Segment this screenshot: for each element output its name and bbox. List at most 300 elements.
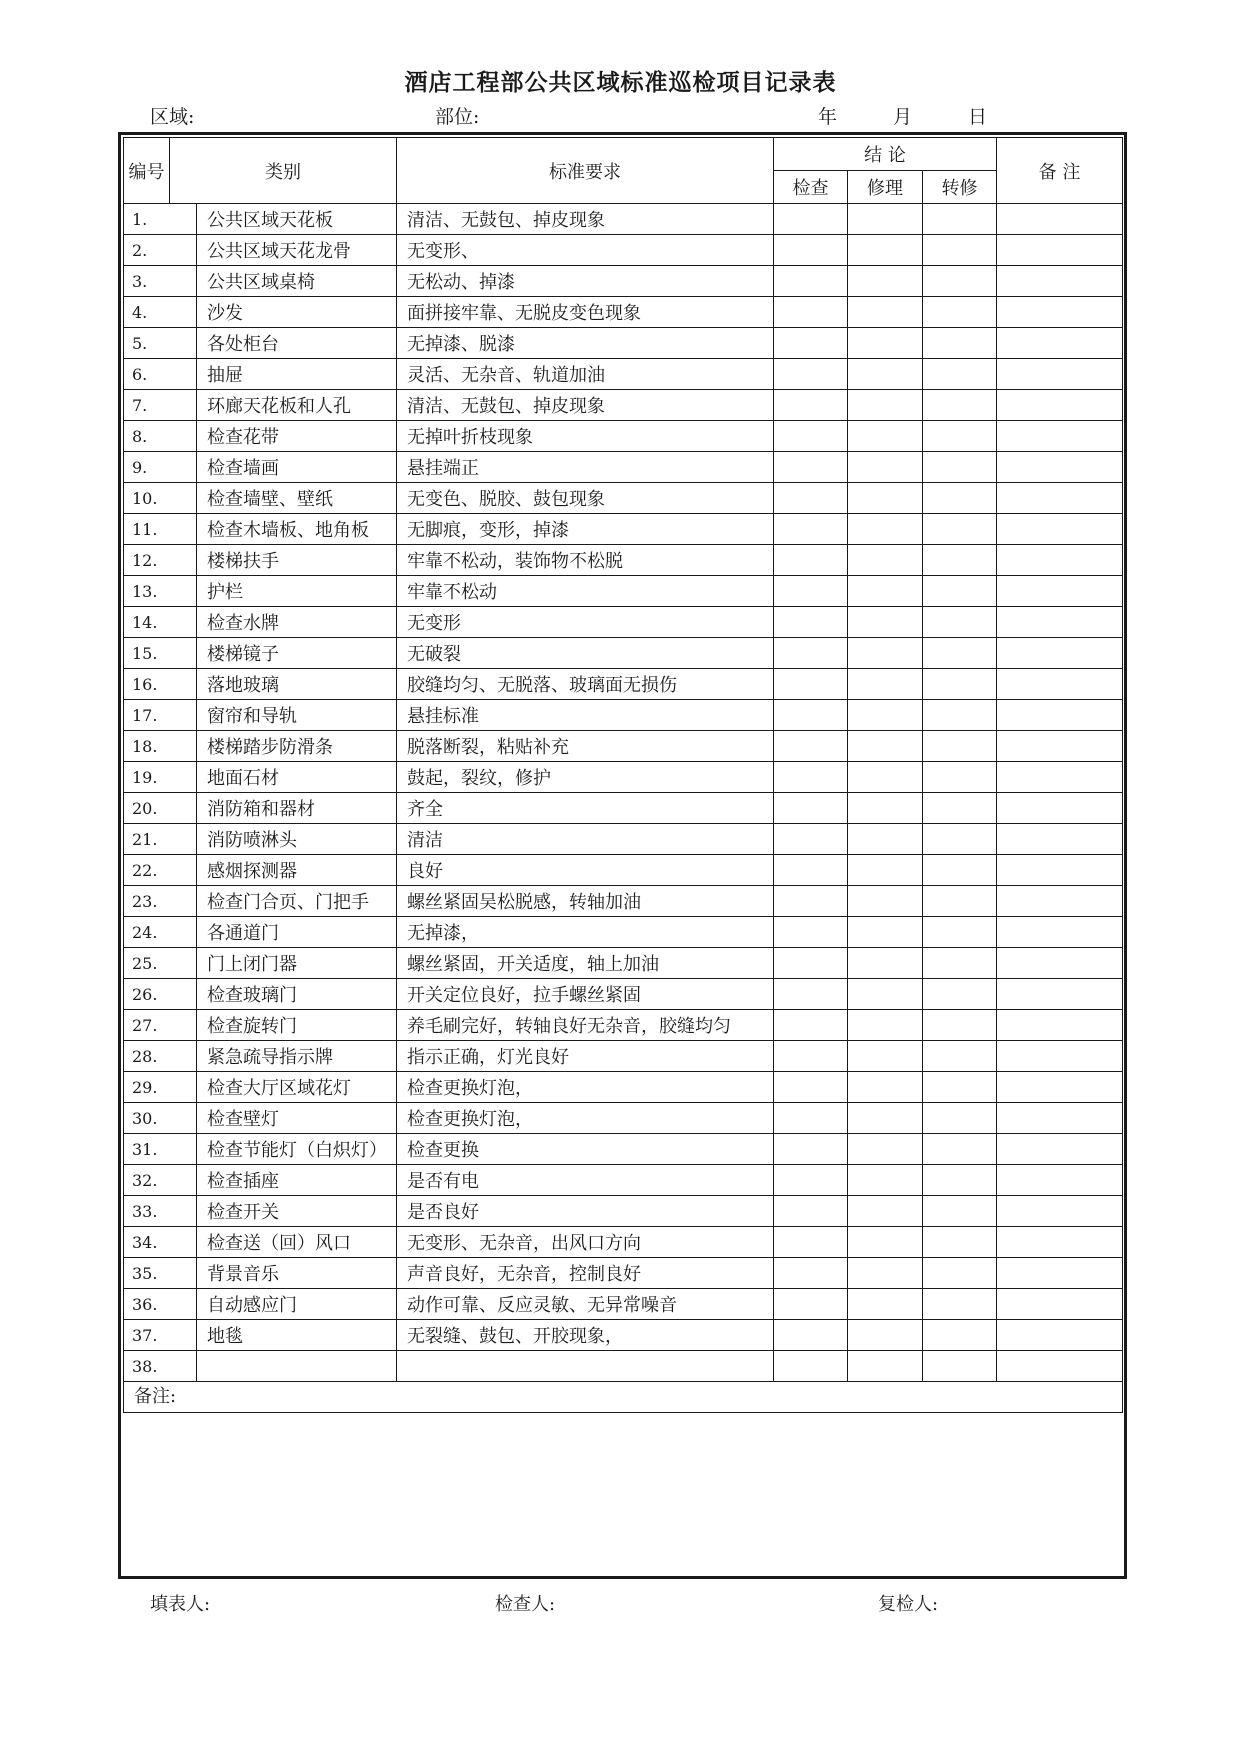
table-row: [124, 762, 1123, 793]
row-repair-cell[interactable]: [848, 328, 923, 359]
row-transfer-cell[interactable]: [923, 948, 997, 979]
filler-label: 填表人:: [150, 1594, 211, 1615]
row-category: 各处柜台: [197, 328, 397, 359]
row-transfer-cell[interactable]: [923, 204, 997, 235]
row-transfer-cell[interactable]: [923, 886, 997, 917]
row-category: 楼梯扶手: [197, 545, 397, 576]
row-number: 13.: [124, 576, 197, 607]
row-check-cell[interactable]: [774, 452, 848, 483]
row-notes-cell[interactable]: [997, 669, 1123, 700]
row-notes-cell[interactable]: [997, 855, 1123, 886]
reviewer-label: 复检人:: [878, 1594, 939, 1615]
row-check-cell[interactable]: [774, 545, 848, 576]
row-transfer-cell[interactable]: [923, 421, 997, 452]
row-transfer-cell[interactable]: [923, 1010, 997, 1041]
row-check-cell[interactable]: [774, 1103, 848, 1134]
row-number: 9.: [124, 452, 197, 483]
row-notes-cell[interactable]: [997, 1010, 1123, 1041]
row-standard: 无破裂: [397, 638, 774, 669]
row-notes-cell[interactable]: [997, 700, 1123, 731]
table-row: [124, 328, 1123, 359]
table-row: [124, 917, 1123, 948]
table-row: [124, 1227, 1123, 1258]
row-transfer-cell[interactable]: [923, 700, 997, 731]
row-notes-cell[interactable]: [997, 948, 1123, 979]
row-notes-cell[interactable]: [997, 731, 1123, 762]
row-transfer-cell[interactable]: [923, 483, 997, 514]
row-check-cell[interactable]: [774, 328, 848, 359]
row-repair-cell[interactable]: [848, 1258, 923, 1289]
row-repair-cell[interactable]: [848, 1289, 923, 1320]
table-row: [124, 1134, 1123, 1165]
row-notes-cell[interactable]: [997, 917, 1123, 948]
row-notes-cell[interactable]: [997, 514, 1123, 545]
inspector-label: 检查人:: [495, 1594, 556, 1615]
row-check-cell[interactable]: [774, 421, 848, 452]
row-repair-cell[interactable]: [848, 235, 923, 266]
table-row: [124, 1041, 1123, 1072]
row-number: 1.: [124, 204, 197, 235]
row-transfer-cell[interactable]: [923, 297, 997, 328]
row-transfer-cell[interactable]: [923, 607, 997, 638]
table-row: [124, 607, 1123, 638]
row-category: 消防箱和器材: [197, 793, 397, 824]
table-row: [124, 1320, 1123, 1351]
row-check-cell[interactable]: [774, 1072, 848, 1103]
row-transfer-cell[interactable]: [923, 1227, 997, 1258]
row-check-cell[interactable]: [774, 669, 848, 700]
row-notes-cell[interactable]: [997, 1320, 1123, 1351]
row-transfer-cell[interactable]: [923, 1165, 997, 1196]
row-notes-cell[interactable]: [997, 1289, 1123, 1320]
row-repair-cell[interactable]: [848, 638, 923, 669]
row-standard: 是否有电: [397, 1165, 774, 1196]
row-standard: 螺丝紧固吴松脱感，转轴加油: [397, 886, 774, 917]
row-repair-cell[interactable]: [848, 1165, 923, 1196]
row-standard: 检查更换灯泡，: [397, 1072, 774, 1103]
row-notes-cell[interactable]: [997, 576, 1123, 607]
row-notes-cell[interactable]: [997, 1072, 1123, 1103]
row-check-cell[interactable]: [774, 204, 848, 235]
row-number: 7.: [124, 390, 197, 421]
row-check-cell[interactable]: [774, 390, 848, 421]
header-row: [124, 138, 1123, 171]
row-category: 检查墙壁、壁纸: [197, 483, 397, 514]
row-number: 35.: [124, 1258, 197, 1289]
row-check-cell[interactable]: [774, 297, 848, 328]
row-repair-cell[interactable]: [848, 204, 923, 235]
row-transfer-cell[interactable]: [923, 1072, 997, 1103]
table-row: [124, 1010, 1123, 1041]
row-number: 11.: [124, 514, 197, 545]
row-check-cell[interactable]: [774, 917, 848, 948]
table-row: [124, 1072, 1123, 1103]
row-check-cell[interactable]: [774, 793, 848, 824]
row-standard: 无松动、掉漆: [397, 266, 774, 297]
row-check-cell[interactable]: [774, 607, 848, 638]
row-check-cell[interactable]: [774, 1320, 848, 1351]
row-check-cell[interactable]: [774, 886, 848, 917]
row-number: 16.: [124, 669, 197, 700]
row-category: [197, 1351, 397, 1382]
row-repair-cell[interactable]: [848, 731, 923, 762]
row-category: 检查玻璃门: [197, 979, 397, 1010]
table-row: [124, 979, 1123, 1010]
row-repair-cell[interactable]: [848, 824, 923, 855]
row-transfer-cell[interactable]: [923, 731, 997, 762]
row-category: 公共区域天花板: [197, 204, 397, 235]
row-transfer-cell[interactable]: [923, 452, 997, 483]
row-number: 6.: [124, 359, 197, 390]
row-number: 38.: [124, 1351, 197, 1382]
table-row: [124, 793, 1123, 824]
row-check-cell[interactable]: [774, 855, 848, 886]
row-notes-cell[interactable]: [997, 359, 1123, 390]
row-notes-cell[interactable]: [997, 1227, 1123, 1258]
row-check-cell[interactable]: [774, 483, 848, 514]
row-category: 地面石材: [197, 762, 397, 793]
table-row: [124, 886, 1123, 917]
row-repair-cell[interactable]: [848, 297, 923, 328]
row-category: 紧急疏导指示牌: [197, 1041, 397, 1072]
row-standard: 清洁、无鼓包、掉皮现象: [397, 204, 774, 235]
row-standard: 胶缝均匀、无脱落、玻璃面无损伤: [397, 669, 774, 700]
row-transfer-cell[interactable]: [923, 359, 997, 390]
row-notes-cell[interactable]: [997, 1134, 1123, 1165]
row-category: 检查插座: [197, 1165, 397, 1196]
remarks-label: 备注:: [134, 1386, 177, 1407]
row-repair-cell[interactable]: [848, 979, 923, 1010]
row-standard: 指示正确，灯光良好: [397, 1041, 774, 1072]
row-standard: 无脚痕，变形，掉漆: [397, 514, 774, 545]
row-number: 8.: [124, 421, 197, 452]
row-category: 落地玻璃: [197, 669, 397, 700]
row-standard: 清洁: [397, 824, 774, 855]
row-category: 抽屉: [197, 359, 397, 390]
row-transfer-cell[interactable]: [923, 1103, 997, 1134]
row-notes-cell[interactable]: [997, 793, 1123, 824]
table-body: [124, 138, 1123, 1382]
row-category: 自动感应门: [197, 1289, 397, 1320]
row-repair-cell[interactable]: [848, 1072, 923, 1103]
row-notes-cell[interactable]: [997, 979, 1123, 1010]
row-notes-cell[interactable]: [997, 545, 1123, 576]
row-repair-cell[interactable]: [848, 1227, 923, 1258]
row-standard: 无变形: [397, 607, 774, 638]
row-category: 楼梯踏步防滑条: [197, 731, 397, 762]
row-category: 护栏: [197, 576, 397, 607]
row-notes-cell[interactable]: [997, 452, 1123, 483]
row-category: 各通道门: [197, 917, 397, 948]
row-number: 25.: [124, 948, 197, 979]
row-check-cell[interactable]: [774, 1010, 848, 1041]
row-check-cell[interactable]: [774, 266, 848, 297]
row-notes-cell[interactable]: [997, 1165, 1123, 1196]
table-row: [124, 731, 1123, 762]
row-check-cell[interactable]: [774, 359, 848, 390]
row-check-cell[interactable]: [774, 1165, 848, 1196]
row-notes-cell[interactable]: [997, 390, 1123, 421]
row-transfer-cell[interactable]: [923, 979, 997, 1010]
row-transfer-cell[interactable]: [923, 576, 997, 607]
row-transfer-cell[interactable]: [923, 266, 997, 297]
table-row: [124, 421, 1123, 452]
row-standard: 脱落断裂，粘贴补充: [397, 731, 774, 762]
row-transfer-cell[interactable]: [923, 855, 997, 886]
row-transfer-cell[interactable]: [923, 762, 997, 793]
row-notes-cell[interactable]: [997, 204, 1123, 235]
row-notes-cell[interactable]: [997, 762, 1123, 793]
row-standard: 无裂缝、鼓包、开胶现象，: [397, 1320, 774, 1351]
row-check-cell[interactable]: [774, 1134, 848, 1165]
header-repair: 修理: [848, 171, 923, 204]
header-standard: 标准要求: [397, 138, 774, 204]
table-row: [124, 669, 1123, 700]
row-number: 33.: [124, 1196, 197, 1227]
row-notes-cell[interactable]: [997, 886, 1123, 917]
row-standard: 清洁、无鼓包、掉皮现象: [397, 390, 774, 421]
row-transfer-cell[interactable]: [923, 1351, 997, 1382]
row-check-cell[interactable]: [774, 1196, 848, 1227]
row-standard: 养毛刷完好，转轴良好无杂音，胶缝均匀: [397, 1010, 774, 1041]
row-check-cell[interactable]: [774, 638, 848, 669]
row-category: 检查送（回）风口: [197, 1227, 397, 1258]
row-notes-cell[interactable]: [997, 1351, 1123, 1382]
row-number: 5.: [124, 328, 197, 359]
row-repair-cell[interactable]: [848, 669, 923, 700]
row-check-cell[interactable]: [774, 1351, 848, 1382]
inspection-sheet: [118, 132, 1127, 1579]
row-repair-cell[interactable]: [848, 1196, 923, 1227]
row-check-cell[interactable]: [774, 824, 848, 855]
row-category: 感烟探测器: [197, 855, 397, 886]
row-number: 26.: [124, 979, 197, 1010]
row-check-cell[interactable]: [774, 235, 848, 266]
table-row: [124, 948, 1123, 979]
row-notes-cell[interactable]: [997, 266, 1123, 297]
month-label: 月: [893, 106, 913, 128]
row-repair-cell[interactable]: [848, 917, 923, 948]
row-standard: 开关定位良好，拉手螺丝紧固: [397, 979, 774, 1010]
row-category: 背景音乐: [197, 1258, 397, 1289]
row-repair-cell[interactable]: [848, 1351, 923, 1382]
row-repair-cell[interactable]: [848, 607, 923, 638]
row-category: 门上闭门器: [197, 948, 397, 979]
row-standard: 面拼接牢靠、无脱皮变色现象: [397, 297, 774, 328]
row-standard: 良好: [397, 855, 774, 886]
row-notes-cell[interactable]: [997, 297, 1123, 328]
area-label: 区域:: [150, 106, 195, 128]
remarks-section: [124, 1382, 1123, 1413]
row-repair-cell[interactable]: [848, 545, 923, 576]
row-category: 楼梯镜子: [197, 638, 397, 669]
row-notes-cell[interactable]: [997, 235, 1123, 266]
row-standard: 检查更换灯泡，: [397, 1103, 774, 1134]
row-check-cell[interactable]: [774, 1258, 848, 1289]
row-notes-cell[interactable]: [997, 328, 1123, 359]
row-check-cell[interactable]: [774, 1041, 848, 1072]
row-standard: 齐全: [397, 793, 774, 824]
row-repair-cell[interactable]: [848, 1103, 923, 1134]
row-category: 检查开关: [197, 1196, 397, 1227]
row-notes-cell[interactable]: [997, 638, 1123, 669]
table-row: [124, 452, 1123, 483]
row-transfer-cell[interactable]: [923, 390, 997, 421]
row-repair-cell[interactable]: [848, 886, 923, 917]
row-repair-cell[interactable]: [848, 1041, 923, 1072]
row-number: 27.: [124, 1010, 197, 1041]
row-check-cell[interactable]: [774, 979, 848, 1010]
row-number: 23.: [124, 886, 197, 917]
row-repair-cell[interactable]: [848, 700, 923, 731]
header-notes: 备 注: [997, 138, 1123, 204]
table-row: [124, 1351, 1123, 1382]
inspection-table: [123, 137, 1123, 1413]
row-notes-cell[interactable]: [997, 1258, 1123, 1289]
row-transfer-cell[interactable]: [923, 638, 997, 669]
row-category: 检查墙画: [197, 452, 397, 483]
document-title: 酒店工程部公共区域标准巡检项目记录表: [404, 69, 837, 96]
row-repair-cell[interactable]: [848, 390, 923, 421]
row-number: 21.: [124, 824, 197, 855]
row-number: 15.: [124, 638, 197, 669]
table-row: [124, 638, 1123, 669]
row-check-cell[interactable]: [774, 1227, 848, 1258]
row-notes-cell[interactable]: [997, 1196, 1123, 1227]
row-number: 19.: [124, 762, 197, 793]
row-repair-cell[interactable]: [848, 1134, 923, 1165]
row-category: 地毯: [197, 1320, 397, 1351]
row-transfer-cell[interactable]: [923, 545, 997, 576]
row-number: 14.: [124, 607, 197, 638]
row-standard: 无变形、无杂音，出风口方向: [397, 1227, 774, 1258]
row-transfer-cell[interactable]: [923, 1289, 997, 1320]
row-category: 检查壁灯: [197, 1103, 397, 1134]
row-number: 2.: [124, 235, 197, 266]
table-row: [124, 297, 1123, 328]
row-number: 29.: [124, 1072, 197, 1103]
row-notes-cell[interactable]: [997, 1041, 1123, 1072]
row-check-cell[interactable]: [774, 948, 848, 979]
header-check: 检查: [774, 171, 848, 204]
row-repair-cell[interactable]: [848, 948, 923, 979]
row-repair-cell[interactable]: [848, 483, 923, 514]
row-number: 28.: [124, 1041, 197, 1072]
row-repair-cell[interactable]: [848, 1010, 923, 1041]
header-number: 编号: [124, 138, 170, 204]
row-number: 37.: [124, 1320, 197, 1351]
remarks-cell[interactable]: [124, 1382, 1123, 1413]
row-repair-cell[interactable]: [848, 266, 923, 297]
row-repair-cell[interactable]: [848, 793, 923, 824]
row-number: 3.: [124, 266, 197, 297]
row-number: 32.: [124, 1165, 197, 1196]
row-transfer-cell[interactable]: [923, 824, 997, 855]
table-row: [124, 235, 1123, 266]
row-standard: 无掉漆、脱漆: [397, 328, 774, 359]
day-label: 日: [968, 106, 988, 128]
row-check-cell[interactable]: [774, 576, 848, 607]
header-conclusion: 结 论: [774, 138, 997, 171]
row-transfer-cell[interactable]: [923, 669, 997, 700]
row-category: 环廊天花板和人孔: [197, 390, 397, 421]
row-notes-cell[interactable]: [997, 421, 1123, 452]
row-standard: 牢靠不松动，装饰物不松脱: [397, 545, 774, 576]
row-category: 检查旋转门: [197, 1010, 397, 1041]
row-repair-cell[interactable]: [848, 855, 923, 886]
table-row: [124, 1258, 1123, 1289]
table-row: [124, 545, 1123, 576]
row-standard: 无变色、脱胶、鼓包现象: [397, 483, 774, 514]
row-transfer-cell[interactable]: [923, 1320, 997, 1351]
row-transfer-cell[interactable]: [923, 328, 997, 359]
row-category: 公共区域桌椅: [197, 266, 397, 297]
row-standard: [397, 1351, 774, 1382]
row-transfer-cell[interactable]: [923, 1041, 997, 1072]
table-row: [124, 266, 1123, 297]
table-row: [124, 359, 1123, 390]
row-repair-cell[interactable]: [848, 359, 923, 390]
row-transfer-cell[interactable]: [923, 1134, 997, 1165]
row-category: 检查大厅区域花灯: [197, 1072, 397, 1103]
row-number: 24.: [124, 917, 197, 948]
row-check-cell[interactable]: [774, 731, 848, 762]
row-number: 17.: [124, 700, 197, 731]
row-repair-cell[interactable]: [848, 452, 923, 483]
table-row: [124, 700, 1123, 731]
row-transfer-cell[interactable]: [923, 1258, 997, 1289]
row-notes-cell[interactable]: [997, 607, 1123, 638]
row-category: 消防喷淋头: [197, 824, 397, 855]
row-repair-cell[interactable]: [848, 514, 923, 545]
row-transfer-cell[interactable]: [923, 917, 997, 948]
row-category: 检查门合页、门把手: [197, 886, 397, 917]
row-standard: 灵活、无杂音、轨道加油: [397, 359, 774, 390]
row-number: 34.: [124, 1227, 197, 1258]
row-number: 10.: [124, 483, 197, 514]
row-repair-cell[interactable]: [848, 576, 923, 607]
row-transfer-cell[interactable]: [923, 793, 997, 824]
row-check-cell[interactable]: [774, 700, 848, 731]
table-row: [124, 576, 1123, 607]
row-notes-cell[interactable]: [997, 824, 1123, 855]
position-label: 部位:: [435, 106, 480, 128]
row-standard: 悬挂标准: [397, 700, 774, 731]
table-row: [124, 1196, 1123, 1227]
row-notes-cell[interactable]: [997, 483, 1123, 514]
row-check-cell[interactable]: [774, 514, 848, 545]
row-notes-cell[interactable]: [997, 1103, 1123, 1134]
row-transfer-cell[interactable]: [923, 235, 997, 266]
row-repair-cell[interactable]: [848, 762, 923, 793]
row-number: 36.: [124, 1289, 197, 1320]
row-check-cell[interactable]: [774, 1289, 848, 1320]
row-standard: 无掉叶折枝现象: [397, 421, 774, 452]
row-repair-cell[interactable]: [848, 421, 923, 452]
row-number: 12.: [124, 545, 197, 576]
row-transfer-cell[interactable]: [923, 514, 997, 545]
table-row: [124, 1165, 1123, 1196]
row-transfer-cell[interactable]: [923, 1196, 997, 1227]
row-standard: 无掉漆，: [397, 917, 774, 948]
row-number: 31.: [124, 1134, 197, 1165]
row-repair-cell[interactable]: [848, 1320, 923, 1351]
table-row: [124, 514, 1123, 545]
row-standard: 检查更换: [397, 1134, 774, 1165]
table-row: [124, 1103, 1123, 1134]
row-check-cell[interactable]: [774, 762, 848, 793]
row-standard: 螺丝紧固，开关适度，轴上加油: [397, 948, 774, 979]
